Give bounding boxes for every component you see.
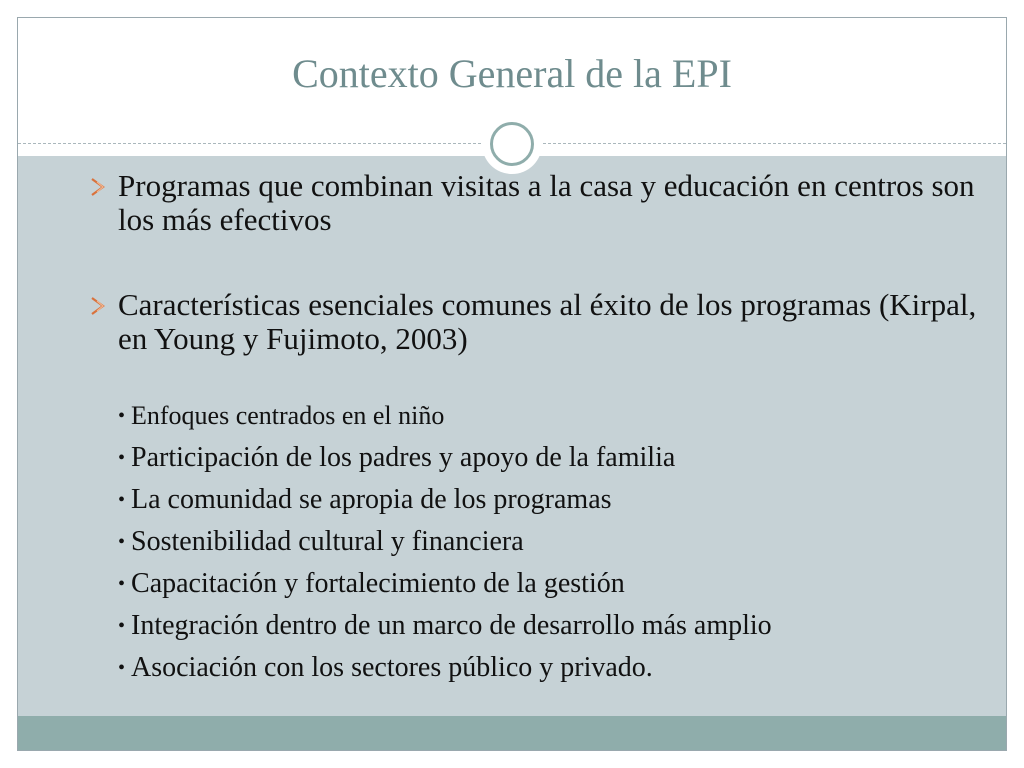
bullet-text: Características esenciales comunes al éxito de los programas (Kirpal, en Young y Fujimoto, 2003) [118,287,977,356]
sub-bullet-dot: • [118,447,126,469]
sub-bullet-dot: • [118,615,126,637]
sub-bullet-text: La comunidad se apropia de los programas [131,484,612,515]
slide [17,17,1007,751]
sub-bullet-item [118,396,998,438]
bullet-item [88,169,978,237]
footer-band [18,716,1006,750]
sub-bullet-dot: • [118,657,126,679]
ring-marker-icon [482,114,542,174]
sub-bullet-text: Participación de los padres y apoyo de la familia [131,442,676,473]
sub-bullet-text: Asociación con los sectores público y privado. [131,652,653,683]
sub-bullet-item [118,480,998,522]
sub-bullet-item [118,564,998,606]
sub-bullet-dot: • [118,531,126,553]
sub-bullet-item [118,522,998,564]
ring-marker-inner [490,122,534,166]
bullet-text: Programas que combinan visitas a la casa y educación en centros son los más efectivos [118,168,975,237]
sub-bullet-text: Integración dentro de un marco de desarrollo más amplio [131,610,772,641]
sub-bullet-text: Capacitación y fortalecimiento de la gestión [131,568,625,599]
sub-bullet-text: Enfoques centrados en el niño [131,401,445,430]
sub-bullet-item [118,648,998,690]
sub-bullet-dot: • [118,573,126,595]
bullet-item [88,288,978,356]
slide-title: Contexto General de la EPI [292,51,732,96]
sub-bullet-dot: • [118,489,126,511]
sub-bullet-item [118,438,998,480]
sub-bullet-item [118,606,998,648]
arrow-bullet-icon [88,295,110,317]
sub-bullet-dot: • [118,405,126,427]
sub-bullet-text: Sostenibilidad cultural y financiera [131,526,524,557]
arrow-bullet-icon [88,176,110,198]
sub-bullet-list [118,396,998,690]
